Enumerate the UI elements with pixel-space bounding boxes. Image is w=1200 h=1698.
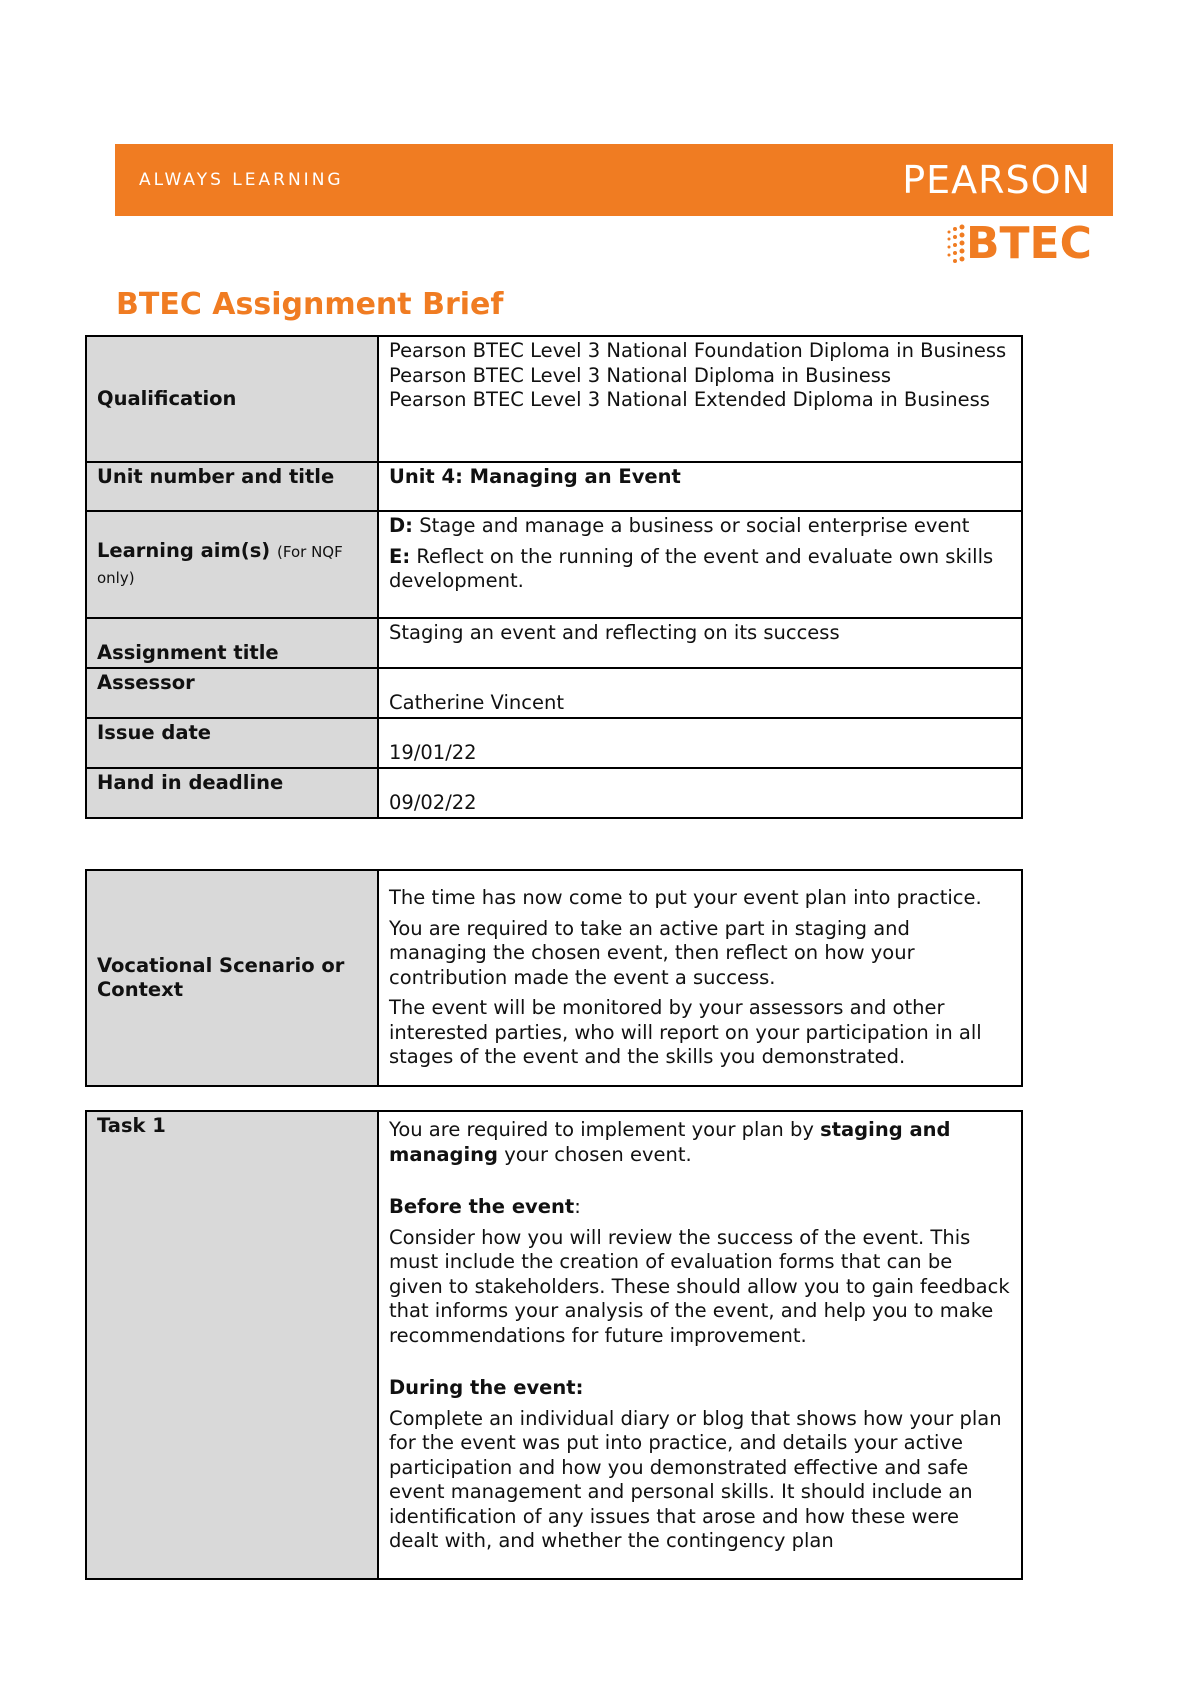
aim-text: Stage and manage a business or social enterprise event bbox=[413, 514, 970, 537]
qualification-value bbox=[378, 336, 1022, 462]
learning-aims-value bbox=[378, 511, 1022, 618]
pearson-logo: PEARSON bbox=[902, 158, 1091, 202]
table-row bbox=[86, 768, 1022, 818]
table-row bbox=[86, 718, 1022, 768]
issue-date-label: Issue date bbox=[86, 718, 378, 768]
scenario-text bbox=[378, 870, 1022, 1086]
task-description bbox=[378, 1111, 1022, 1579]
table-row bbox=[86, 511, 1022, 618]
info-table bbox=[85, 335, 1023, 819]
task-table bbox=[85, 1110, 1023, 1580]
btec-dots-icon bbox=[944, 221, 968, 267]
scenario-paragraph: The event will be monitored by your assessors and other interested parties, who will report on your participation in all stages of the event and the skills you demonstrated. bbox=[389, 996, 982, 1069]
during-event-text: Complete an individual diary or blog that shows how your plan for the event was put into practice, and details your active participation and how you demonstrated effective and safe event management and personal skills. It should include an identification of any issues that arose and how these were dealt with, and whether the contingency plan bbox=[389, 1406, 1002, 1552]
learning-aims-label-text: Learning aim(s) bbox=[97, 539, 271, 562]
aim-prefix: D: bbox=[389, 514, 413, 537]
issue-date-value: 19/01/22 bbox=[378, 718, 1022, 768]
btec-logo-text: BTEC bbox=[966, 218, 1092, 269]
during-heading-text: During the event: bbox=[389, 1376, 584, 1399]
assignment-title-value: Staging an event and reflecting on its success bbox=[378, 618, 1022, 668]
task-intro-text-end: your chosen event. bbox=[498, 1142, 692, 1166]
task-intro-emphasis: staging and managing bbox=[389, 1118, 951, 1166]
qualification-line: Pearson BTEC Level 3 National Extended Diploma in Business bbox=[389, 388, 990, 411]
before-event-text: Consider how you will review the success of the event. This must include the creation of evaluation forms that can be given to stakeholders. These should allow you to gain feedback that informs your analysis of the event, and help you to make recommendations for future improvement. bbox=[389, 1225, 1010, 1347]
assignment-title-label: Assignment title bbox=[86, 618, 378, 668]
task-intro bbox=[389, 1118, 1011, 1167]
qualification-label: Qualification bbox=[86, 336, 378, 462]
scenario-label: Vocational Scenario or Context bbox=[86, 870, 378, 1086]
page-title: BTEC Assignment Brief bbox=[116, 287, 504, 322]
during-event-heading bbox=[389, 1376, 1011, 1401]
before-event-heading bbox=[389, 1195, 1011, 1220]
deadline-value: 09/02/22 bbox=[378, 768, 1022, 818]
unit-value: Unit 4: Managing an Event bbox=[378, 462, 1022, 511]
learning-aim-item bbox=[389, 514, 1011, 539]
task-intro-text: You are required to implement your plan by bbox=[389, 1118, 821, 1141]
scenario-paragraph: The time has now come to put your event plan into practice. bbox=[389, 886, 982, 910]
table-row bbox=[86, 618, 1022, 668]
learning-aim-item bbox=[389, 545, 1011, 594]
qualification-line: Pearson BTEC Level 3 National Foundation Diploma in Business bbox=[389, 339, 1007, 362]
btec-logo bbox=[944, 219, 1094, 269]
table-row bbox=[86, 870, 1022, 1086]
deadline-label: Hand in deadline bbox=[86, 768, 378, 818]
banner-tagline: ALWAYS LEARNING bbox=[139, 170, 344, 190]
before-heading-text: Before the event bbox=[389, 1195, 575, 1218]
aim-prefix: E: bbox=[389, 544, 411, 568]
unit-label: Unit number and title bbox=[86, 462, 378, 511]
table-row bbox=[86, 462, 1022, 511]
scenario-paragraph: You are required to take an active part in staging and managing the chosen event, then reflect on how your contribution made the event a success. bbox=[389, 916, 915, 989]
table-row bbox=[86, 336, 1022, 462]
aim-text: Reflect on the running of the event and evaluate own skills development. bbox=[389, 544, 994, 592]
qualification-line: Pearson BTEC Level 3 National Diploma in Business bbox=[389, 363, 892, 387]
assessor-value: Catherine Vincent bbox=[378, 668, 1022, 718]
before-heading-colon: : bbox=[574, 1195, 581, 1218]
learning-aims-note: (For NQF only) bbox=[97, 543, 343, 587]
assessor-label: Assessor bbox=[86, 668, 378, 718]
table-row bbox=[86, 1111, 1022, 1579]
scenario-table bbox=[85, 869, 1023, 1087]
learning-aims-label bbox=[86, 511, 378, 618]
task-label: Task 1 bbox=[86, 1111, 378, 1579]
table-row bbox=[86, 668, 1022, 718]
pearson-banner bbox=[115, 144, 1113, 216]
